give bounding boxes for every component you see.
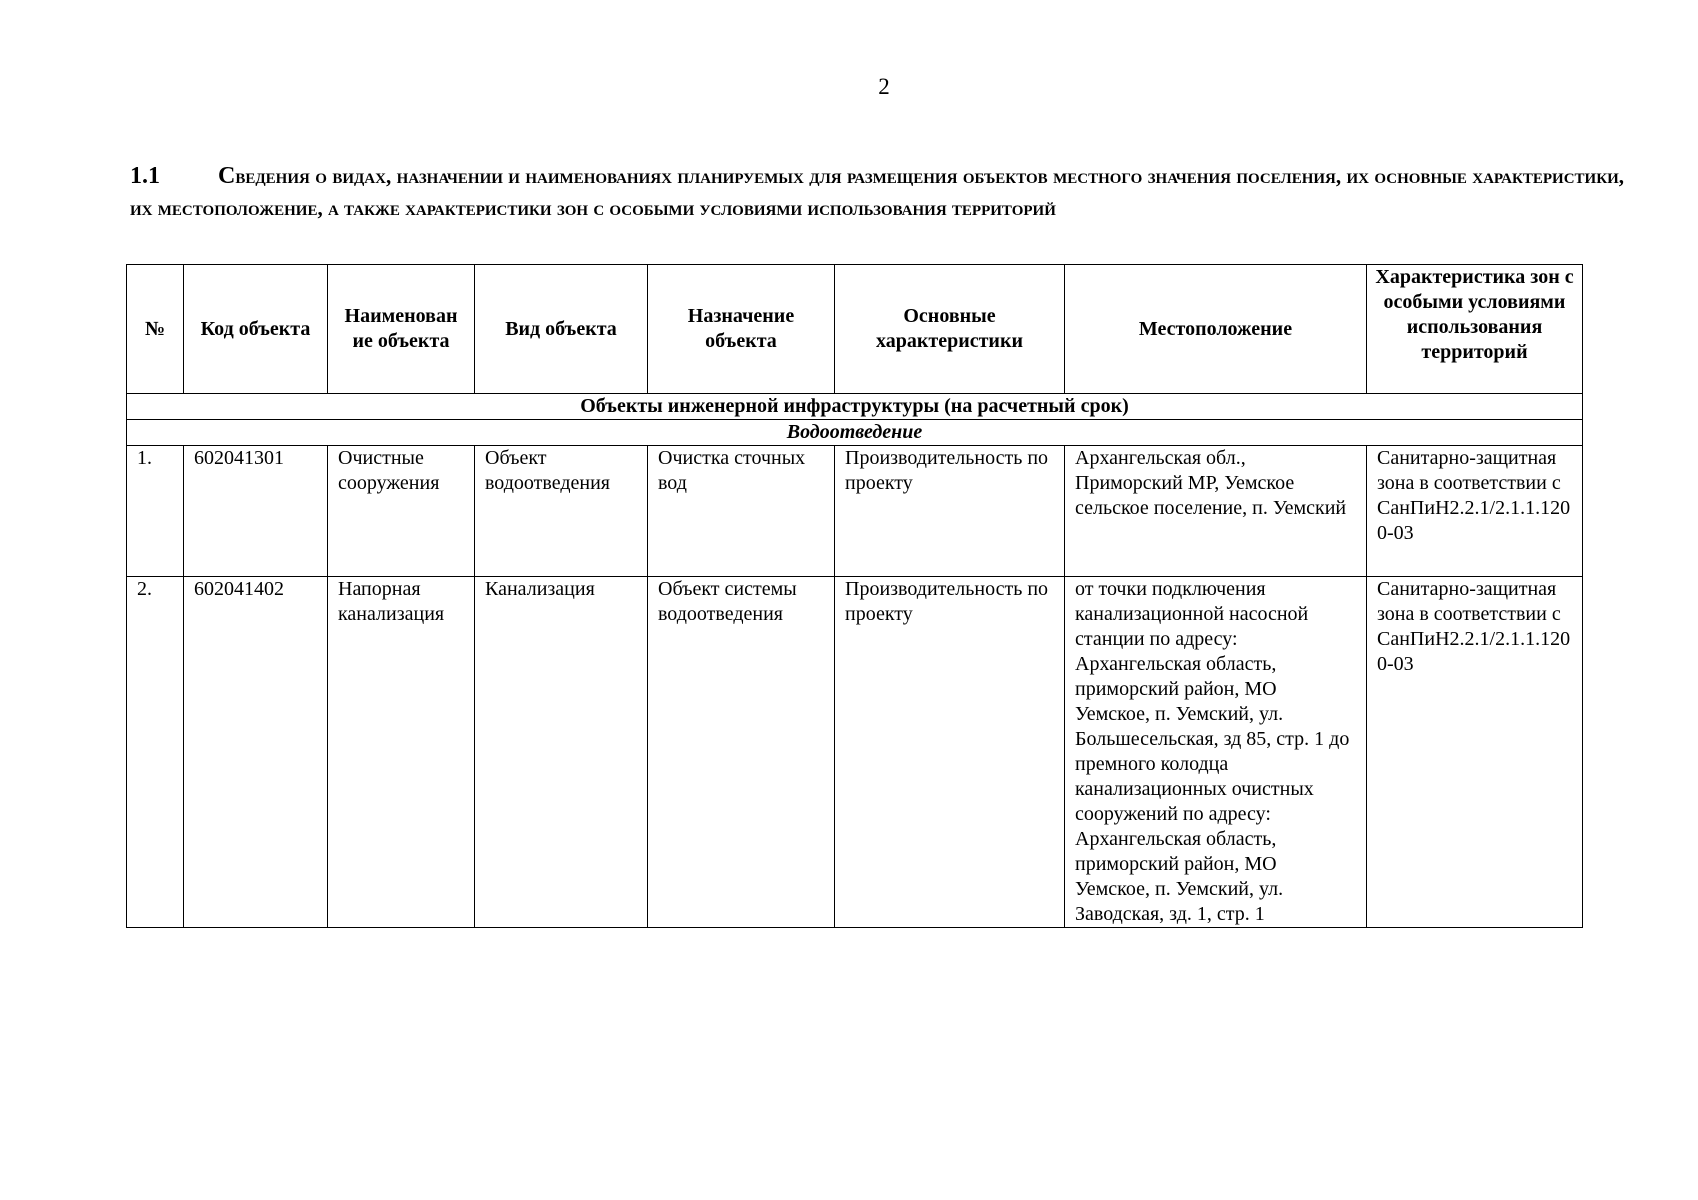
cell-kind: Канализация [475, 577, 648, 928]
header-name: Наименован ие объекта [328, 265, 475, 394]
cell-zones: Санитарно-защитная зона в соответствии с СанПиН2.2.1/2.1.1.1200-03 [1367, 446, 1583, 577]
section-number: 1.1 [130, 163, 160, 189]
page-number: 2 [878, 74, 890, 99]
cell-characteristics: Производительность по проекту [835, 577, 1065, 928]
subgroup-title: Водоотведение [127, 420, 1583, 446]
table-subgroup-row [127, 420, 1583, 446]
cell-code: 602041301 [184, 446, 328, 577]
cell-kind: Объект водоотведения [475, 446, 648, 577]
section-heading [130, 160, 1624, 224]
cell-name: Очистные сооружения [328, 446, 475, 577]
header-purpose: Назначение объекта [648, 265, 835, 394]
header-num: № [127, 265, 184, 394]
cell-location: от точки подключения канализационной насосной станции по адресу: Архангельская область, приморский район, МО Уемское, п. Уемский, ул. Большесельская, зд 85, стр. 1 до премного колодца канализационных очистных сооружений по адресу: Архангельская область, приморский район, МО Уемское, п. Уемский, ул. Заводская, зд. 1, стр. 1 [1065, 577, 1367, 928]
section-heading-text: ведения о видах, назначении и наименованиях планируемых для размещения объектов местного значения поселения, их основные характеристики, их местоположение, а также характеристики зон с особыми условиями использования территорий [130, 164, 1624, 220]
group-title: Объекты инженерной инфраструктуры (на расчетный срок) [127, 394, 1583, 420]
cell-location: Архангельская обл., Приморский МР, Уемское сельское поселение, п. Уемский [1065, 446, 1367, 577]
objects-table [126, 264, 1583, 928]
table-group-row [127, 394, 1583, 420]
header-location: Местоположение [1065, 265, 1367, 394]
header-zones: Характеристика зон с особыми условиями использования территорий [1367, 265, 1583, 394]
cell-purpose: Объект системы водоотведения [648, 577, 835, 928]
cell-num: 2. [127, 577, 184, 928]
cell-purpose: Очистка сточных вод [648, 446, 835, 577]
table-row [127, 577, 1583, 928]
table-header-row [127, 265, 1583, 394]
cell-name: Напорная канализация [328, 577, 475, 928]
table-row [127, 446, 1583, 577]
header-characteristics: Основные характеристики [835, 265, 1065, 394]
cell-characteristics: Производительность по проекту [835, 446, 1065, 577]
cell-num: 1. [127, 446, 184, 577]
cell-zones: Санитарно-защитная зона в соответствии с СанПиН2.2.1/2.1.1.1200-03 [1367, 577, 1583, 928]
section-heading-initial: С [218, 163, 236, 189]
header-code: Код объекта [184, 265, 328, 394]
header-kind: Вид объекта [475, 265, 648, 394]
cell-code: 602041402 [184, 577, 328, 928]
